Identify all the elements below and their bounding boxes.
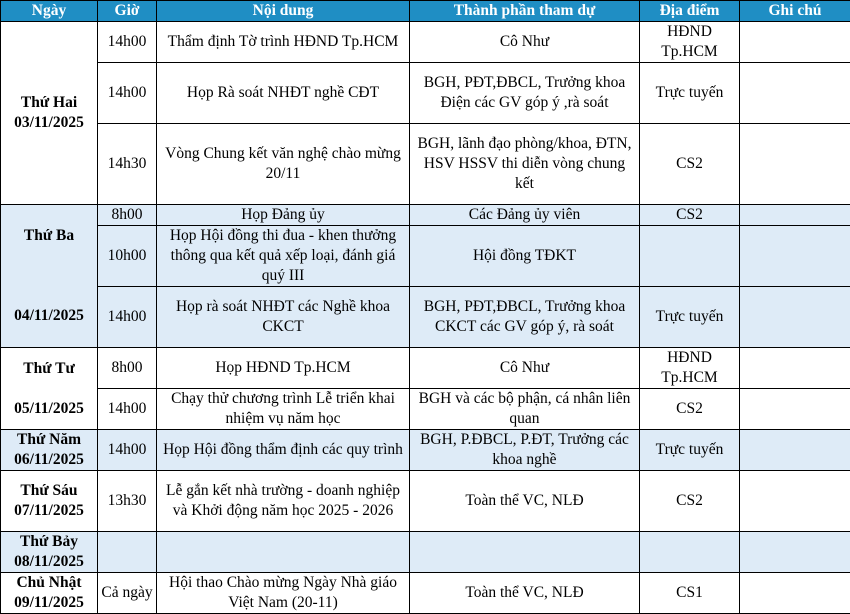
- day-name: Thứ Ba: [4, 226, 94, 246]
- content-cell: Hội thao Chào mừng Ngày Nhà giáo Việt Nam (20-11): [157, 573, 410, 614]
- time-cell: [98, 532, 157, 573]
- table-row: [1, 389, 850, 430]
- time-cell: 14h00: [98, 63, 157, 124]
- content-cell: Họp Rà soát NHĐT nghề CĐT: [157, 63, 410, 124]
- content-cell: Họp Hội đồng thi đua - khen thưởng thông qua kết quả xếp loại, đánh giá quý III: [157, 226, 410, 287]
- note-cell: [740, 573, 850, 614]
- note-cell: [740, 63, 850, 124]
- note-cell: [740, 389, 850, 430]
- day-cell: [1, 471, 98, 532]
- attendees-cell: Toàn thể VC, NLĐ: [410, 471, 640, 532]
- day-date: 04/11/2025: [4, 306, 94, 326]
- table-row: [1, 287, 850, 348]
- note-cell: [740, 124, 850, 205]
- day-name: Thứ Hai: [4, 93, 94, 113]
- day-name: Thứ Sáu: [4, 481, 94, 501]
- attendees-cell: Các Đảng ủy viên: [410, 205, 640, 226]
- day-date: 06/11/2025: [4, 450, 94, 470]
- content-cell: Thẩm định Tờ trình HĐND Tp.HCM: [157, 22, 410, 63]
- col-header-content: Nội dung: [157, 1, 410, 22]
- time-cell: 10h00: [98, 226, 157, 287]
- table-row: [1, 430, 850, 471]
- table-row: [1, 124, 850, 205]
- time-cell: 8h00: [98, 205, 157, 226]
- table-row: [1, 348, 850, 389]
- day-cell: [1, 205, 98, 348]
- location-cell: Trực tuyến: [640, 63, 740, 124]
- time-cell: 8h00: [98, 348, 157, 389]
- day-name: Thứ Năm: [4, 430, 94, 450]
- note-cell: [740, 226, 850, 287]
- attendees-cell: [410, 532, 640, 573]
- day-date: 07/11/2025: [4, 501, 94, 521]
- day-date: 05/11/2025: [4, 399, 94, 419]
- day-cell: [1, 22, 98, 205]
- location-cell: [640, 532, 740, 573]
- attendees-cell: BGH, PĐT,ĐBCL, Trưởng khoa Điện các GV góp ý ,rà soát: [410, 63, 640, 124]
- day-name: Thứ Tư: [4, 359, 94, 379]
- col-header-note: Ghi chú: [740, 1, 850, 22]
- day-name: Chủ Nhật: [4, 573, 94, 593]
- table-row: [1, 532, 850, 573]
- header-row: [1, 1, 850, 22]
- note-cell: [740, 430, 850, 471]
- note-cell: [740, 205, 850, 226]
- table-row: [1, 22, 850, 63]
- day-name: Thứ Bảy: [4, 532, 94, 552]
- location-cell: HĐND Tp.HCM: [640, 348, 740, 389]
- note-cell: [740, 287, 850, 348]
- time-cell: Cả ngày: [98, 573, 157, 614]
- location-cell: Trực tuyến: [640, 430, 740, 471]
- location-cell: [640, 226, 740, 287]
- location-cell: Trực tuyến: [640, 287, 740, 348]
- col-header-location: Địa điểm: [640, 1, 740, 22]
- table-row: [1, 205, 850, 226]
- table-row: [1, 573, 850, 614]
- day-date: 08/11/2025: [4, 552, 94, 572]
- location-cell: CS2: [640, 389, 740, 430]
- location-cell: CS2: [640, 471, 740, 532]
- day-date: 09/11/2025: [4, 593, 94, 613]
- location-cell: HĐND Tp.HCM: [640, 22, 740, 63]
- day-date: 03/11/2025: [4, 113, 94, 133]
- note-cell: [740, 22, 850, 63]
- time-cell: 14h00: [98, 430, 157, 471]
- content-cell: Họp Hội đồng thẩm định các quy trình: [157, 430, 410, 471]
- content-cell: Họp HĐND Tp.HCM: [157, 348, 410, 389]
- day-cell: [1, 430, 98, 471]
- col-header-time: Giờ: [98, 1, 157, 22]
- content-cell: Họp Đảng ủy: [157, 205, 410, 226]
- day-cell: [1, 573, 98, 614]
- attendees-cell: BGH và các bộ phận, cá nhân liên quan: [410, 389, 640, 430]
- time-cell: 14h00: [98, 287, 157, 348]
- content-cell: Họp rà soát NHĐT các Nghề khoa CKCT: [157, 287, 410, 348]
- day-cell: [1, 348, 98, 430]
- col-header-date: Ngày: [1, 1, 98, 22]
- note-cell: [740, 348, 850, 389]
- content-cell: Vòng Chung kết văn nghệ chào mừng 20/11: [157, 124, 410, 205]
- attendees-cell: BGH, lãnh đạo phòng/khoa, ĐTN, HSV HSSV thi diễn vòng chung kết: [410, 124, 640, 205]
- content-cell: Chạy thử chương trình Lễ triển khai nhiệm vụ năm học: [157, 389, 410, 430]
- table-row: [1, 226, 850, 287]
- attendees-cell: Toàn thể VC, NLĐ: [410, 573, 640, 614]
- day-cell: [1, 532, 98, 573]
- attendees-cell: Cô Như: [410, 348, 640, 389]
- col-header-attendees: Thành phần tham dự: [410, 1, 640, 22]
- note-cell: [740, 471, 850, 532]
- time-cell: 14h00: [98, 389, 157, 430]
- location-cell: CS1: [640, 573, 740, 614]
- time-cell: 14h30: [98, 124, 157, 205]
- attendees-cell: Cô Như: [410, 22, 640, 63]
- content-cell: [157, 532, 410, 573]
- attendees-cell: BGH, PĐT,ĐBCL, Trưởng khoa CKCT các GV góp ý, rà soát: [410, 287, 640, 348]
- attendees-cell: BGH, P.ĐBCL, P.ĐT, Trưởng các khoa nghề: [410, 430, 640, 471]
- table-row: [1, 63, 850, 124]
- note-cell: [740, 532, 850, 573]
- time-cell: 14h00: [98, 22, 157, 63]
- content-cell: Lễ gắn kết nhà trường - doanh nghiệp và Khởi động năm học 2025 - 2026: [157, 471, 410, 532]
- location-cell: CS2: [640, 205, 740, 226]
- time-cell: 13h30: [98, 471, 157, 532]
- location-cell: CS2: [640, 124, 740, 205]
- table-row: [1, 471, 850, 532]
- attendees-cell: Hội đồng TĐKT: [410, 226, 640, 287]
